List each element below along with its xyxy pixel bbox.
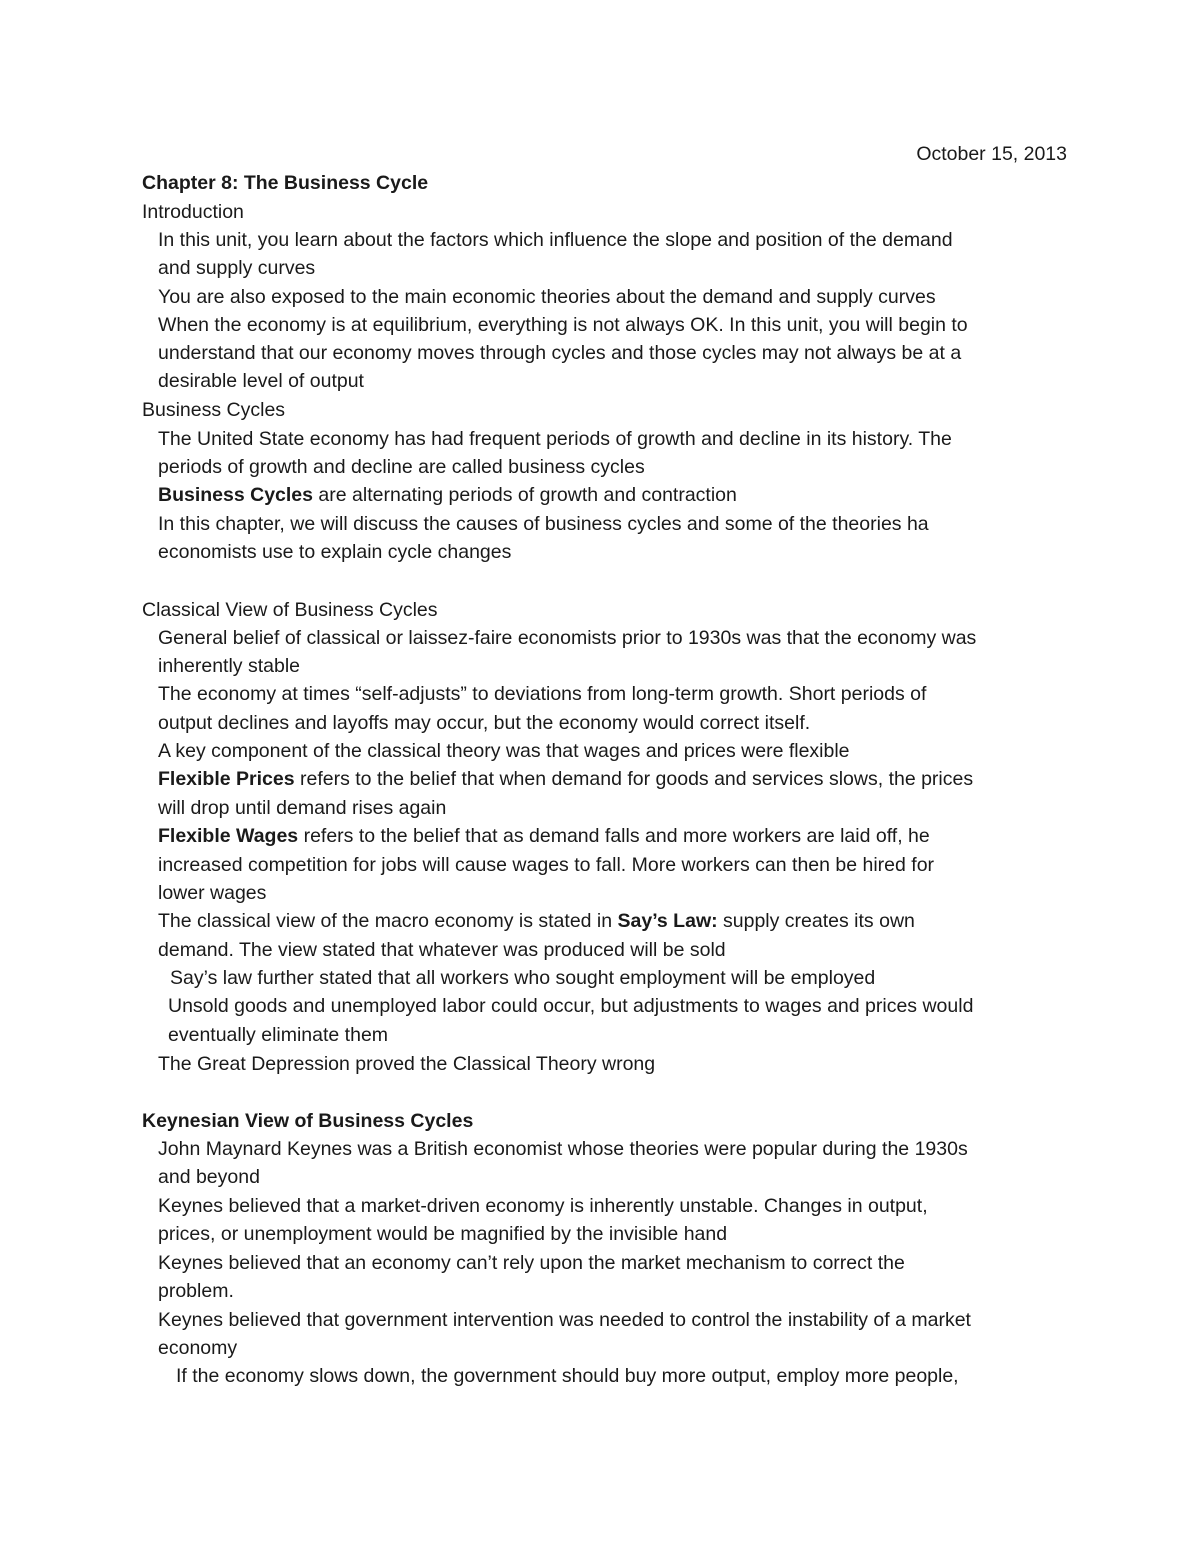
chapter-heading — [142, 169, 428, 197]
line-text: problem. — [158, 1280, 234, 1302]
line-text: understand that our economy moves through cycles and those cycles may not always be at a — [158, 342, 962, 364]
paragraph-line — [170, 964, 875, 992]
line-text: John Maynard Keynes was a British economist whose theories were popular during the 1930s — [158, 1138, 968, 1160]
line-text: inherently stable — [158, 655, 301, 677]
paragraph-line — [158, 680, 926, 708]
paragraph-line — [158, 907, 915, 935]
line-text: Introduction — [142, 201, 244, 223]
paragraph-line — [158, 737, 850, 765]
line-text: Business Cycles — [142, 399, 286, 421]
section-heading — [142, 198, 244, 226]
line-text: In this unit, you learn about the factors which influence the slope and position of the demand — [158, 229, 953, 251]
line-text: economy — [158, 1337, 238, 1359]
paragraph-line — [158, 1135, 968, 1163]
paragraph-line — [176, 1362, 959, 1390]
paragraph-line — [158, 226, 953, 254]
line-text: You are also exposed to the main economic theories about the demand and supply curves — [158, 286, 936, 308]
line-text: Say’s law further stated that all workers who sought employment will be employed — [170, 967, 876, 989]
paragraph-line — [158, 822, 930, 850]
line-text: refers to the belief that as demand falls and more workers are laid off, he — [298, 825, 930, 847]
bold-term: Keynesian View of Business Cycles — [142, 1110, 474, 1132]
line-text: lower wages — [158, 882, 267, 904]
paragraph-line — [158, 851, 934, 879]
line-text: supply creates its own — [717, 910, 915, 932]
line-text: will drop until demand rises again — [158, 797, 447, 819]
section-heading — [142, 396, 285, 424]
line-text: periods of growth and decline are called business cycles — [158, 456, 645, 478]
section-heading — [142, 1107, 473, 1135]
paragraph-line — [158, 538, 511, 566]
line-text: eventually eliminate them — [168, 1024, 389, 1046]
line-text: and beyond — [158, 1166, 260, 1188]
paragraph-line — [158, 879, 266, 907]
paragraph-line — [158, 1249, 905, 1277]
paragraph-line — [158, 510, 929, 538]
line-text: Classical View of Business Cycles — [142, 599, 438, 621]
section-heading — [142, 596, 438, 624]
paragraph-line — [158, 1192, 928, 1220]
bold-term: Chapter 8: The Business Cycle — [142, 172, 429, 194]
paragraph-line — [158, 425, 952, 453]
line-text: The Great Depression proved the Classical Theory wrong — [158, 1053, 656, 1075]
line-text: and supply curves — [158, 257, 316, 279]
paragraph-line — [168, 1021, 388, 1049]
line-text: If the economy slows down, the government should buy more output, employ more people, — [176, 1365, 959, 1387]
line-text: In this chapter, we will discuss the causes of business cycles and some of the theories ha — [158, 513, 929, 535]
paragraph-line — [158, 1163, 260, 1191]
paragraph-line — [158, 1220, 727, 1248]
paragraph-line — [158, 1334, 237, 1362]
line-text: desirable level of output — [158, 370, 364, 392]
line-text: refers to the belief that when demand for goods and services slows, the prices — [294, 768, 974, 790]
line-text: increased competition for jobs will cause wages to fall. More workers can then be hired for — [158, 854, 935, 876]
paragraph-line — [168, 992, 973, 1020]
line-text: Keynes believed that government intervention was needed to control the instability of a market — [158, 1309, 971, 1331]
line-text: prices, or unemployment would be magnified by the invisible hand — [158, 1223, 728, 1245]
paragraph-line — [158, 709, 810, 737]
line-text: output declines and layoffs may occur, but the economy would correct itself. — [158, 712, 811, 734]
paragraph-line — [158, 367, 364, 395]
paragraph-line — [158, 652, 300, 680]
bold-term: Say’s Law: — [617, 910, 718, 932]
paragraph-line — [158, 936, 726, 964]
paragraph-line — [158, 339, 961, 367]
bold-term: Flexible Wages — [158, 825, 299, 847]
bold-term: Flexible Prices — [158, 768, 295, 790]
line-text: are alternating periods of growth and contraction — [313, 484, 737, 506]
line-text: demand. The view stated that whatever was produced will be sold — [158, 939, 726, 961]
bold-term: Business Cycles — [158, 484, 314, 506]
line-text: General belief of classical or laissez-faire economists prior to 1930s was that the economy was — [158, 627, 977, 649]
paragraph-line — [158, 624, 976, 652]
paragraph-line — [158, 794, 446, 822]
paragraph-line — [158, 1050, 655, 1078]
line-text: When the economy is at equilibrium, everything is not always OK. In this unit, you will begin to — [158, 314, 968, 336]
paragraph-line — [158, 481, 737, 509]
paragraph-line — [158, 254, 315, 282]
document-date: October 15, 2013 — [916, 143, 1067, 165]
paragraph-line — [158, 453, 645, 481]
line-text: Keynes believed that an economy can’t rely upon the market mechanism to correct the — [158, 1252, 905, 1274]
line-text: The United State economy has had frequent periods of growth and decline in its history. The — [158, 428, 952, 450]
line-text: The economy at times “self-adjusts” to deviations from long-term growth. Short periods of — [158, 683, 927, 705]
paragraph-line — [158, 311, 968, 339]
line-text: A key component of the classical theory was that wages and prices were flexible — [158, 740, 850, 762]
paragraph-line — [158, 1277, 234, 1305]
line-text: Keynes believed that a market-driven economy is inherently unstable. Changes in output, — [158, 1195, 928, 1217]
paragraph-line — [158, 283, 936, 311]
line-text: economists use to explain cycle changes — [158, 541, 512, 563]
line-text: Unsold goods and unemployed labor could occur, but adjustments to wages and prices would — [168, 995, 974, 1017]
line-text: The classical view of the macro economy is stated in — [158, 910, 618, 932]
paragraph-line — [158, 765, 973, 793]
paragraph-line — [158, 1306, 971, 1334]
